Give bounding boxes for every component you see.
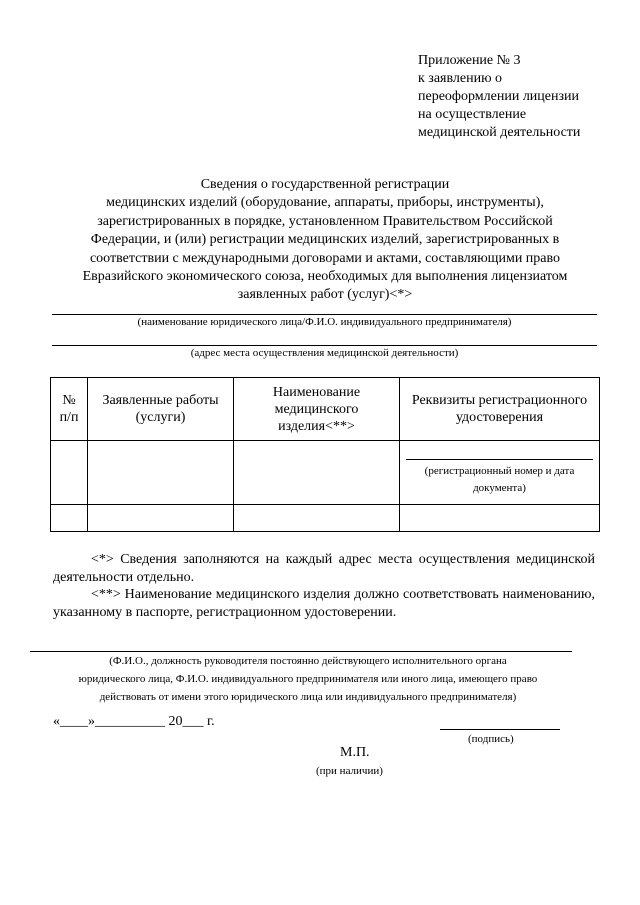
col-header-requisites — [400, 378, 600, 441]
stamp-label: М.П. — [340, 745, 370, 760]
title-line: Евразийского экономического союза, необходимых для выполнения лицензиатом — [82, 269, 568, 285]
footnote-2: <**> Наименование медицинского изделия должно соответствовать наименованию, указанному в паспорте, регистрационном удостоверении. — [53, 587, 595, 620]
table-cell-device[interactable] — [234, 505, 400, 532]
table-cell-works[interactable] — [88, 505, 234, 532]
org-name-caption: (наименование юридического лица/Ф.И.О. индивидуального предпринимателя) — [137, 316, 512, 328]
devices-table — [50, 377, 600, 532]
title-line: зарегистрированных в порядке, установленном Правительством Российской — [97, 213, 553, 229]
footnote-1: <*> Сведения заполняются на каждый адрес места осуществления медицинской деятельности отдельно. — [53, 552, 595, 585]
appendix-line: Приложение № 3 — [418, 53, 521, 68]
device-header-text: Наименование медицинского изделия<**> — [272, 384, 361, 434]
signatory-caption — [28, 652, 588, 706]
signatory-caption-line: юридического лица, Ф.И.О. индивидуального предпринимателя или иного лица, имеющего право — [78, 673, 538, 685]
number-abbr: п/п — [59, 410, 79, 425]
org-name-field-line[interactable] — [52, 314, 597, 315]
table-cell-device[interactable] — [234, 441, 400, 505]
table-header-row — [51, 378, 600, 441]
title-line: Сведения о государственной регистрации — [200, 177, 450, 192]
table-cell-requisites[interactable] — [400, 441, 600, 505]
title-line: Федерации, и (или) регистрации медицинских изделий, зарегистрированных в — [90, 232, 560, 248]
appendix-line: к заявлению о — [418, 71, 503, 86]
appendix-line: переоформлении лицензии — [418, 89, 580, 104]
col-header-works — [88, 378, 234, 441]
table-cell-number[interactable] — [51, 441, 88, 505]
signature-caption: (подпись) — [468, 733, 514, 745]
requisites-header-text: Реквизиты регистрационного удостоверения — [411, 393, 588, 425]
address-caption: (адрес места осуществления медицинской деятельности) — [190, 347, 459, 359]
title-line: заявленных работ (услуг)<*> — [237, 287, 413, 303]
table-row — [51, 441, 600, 505]
works-header-text: Заявленные работы (услуги) — [102, 393, 219, 425]
title-line: медицинских изделий (оборудование, аппараты, приборы, инструменты), — [106, 195, 544, 211]
col-header-device — [234, 378, 400, 441]
address-field-line[interactable] — [52, 345, 597, 346]
table-cell-works[interactable] — [88, 441, 234, 505]
title-line: соответствии с международными договорами и актами, составляющими право — [89, 250, 561, 266]
footnotes — [53, 551, 595, 621]
col-header-number — [51, 378, 88, 441]
table-cell-number[interactable] — [51, 505, 88, 532]
requisites-fill-line — [406, 459, 593, 460]
date-field[interactable]: «____»__________ 20___ г. — [53, 714, 215, 729]
appendix-line: медицинской деятельности — [418, 125, 581, 140]
stamp-caption: (при наличии) — [316, 765, 383, 777]
requisites-caption: (регистрационный номер и дата документа) — [424, 465, 575, 494]
signatory-caption-line: (Ф.И.О., должность руководителя постоянно действующего исполнительного органа — [109, 655, 507, 667]
document-title — [40, 176, 610, 305]
appendix-header — [418, 52, 580, 142]
table-cell-requisites[interactable] — [400, 505, 600, 532]
appendix-line: на осуществление — [418, 107, 527, 122]
signature-field-line[interactable] — [440, 729, 560, 730]
table-row — [51, 505, 600, 532]
number-sign: № — [62, 393, 76, 408]
signatory-caption-line: действовать от имени этого юридического лица или индивидуального предпринимателя) — [99, 691, 517, 703]
